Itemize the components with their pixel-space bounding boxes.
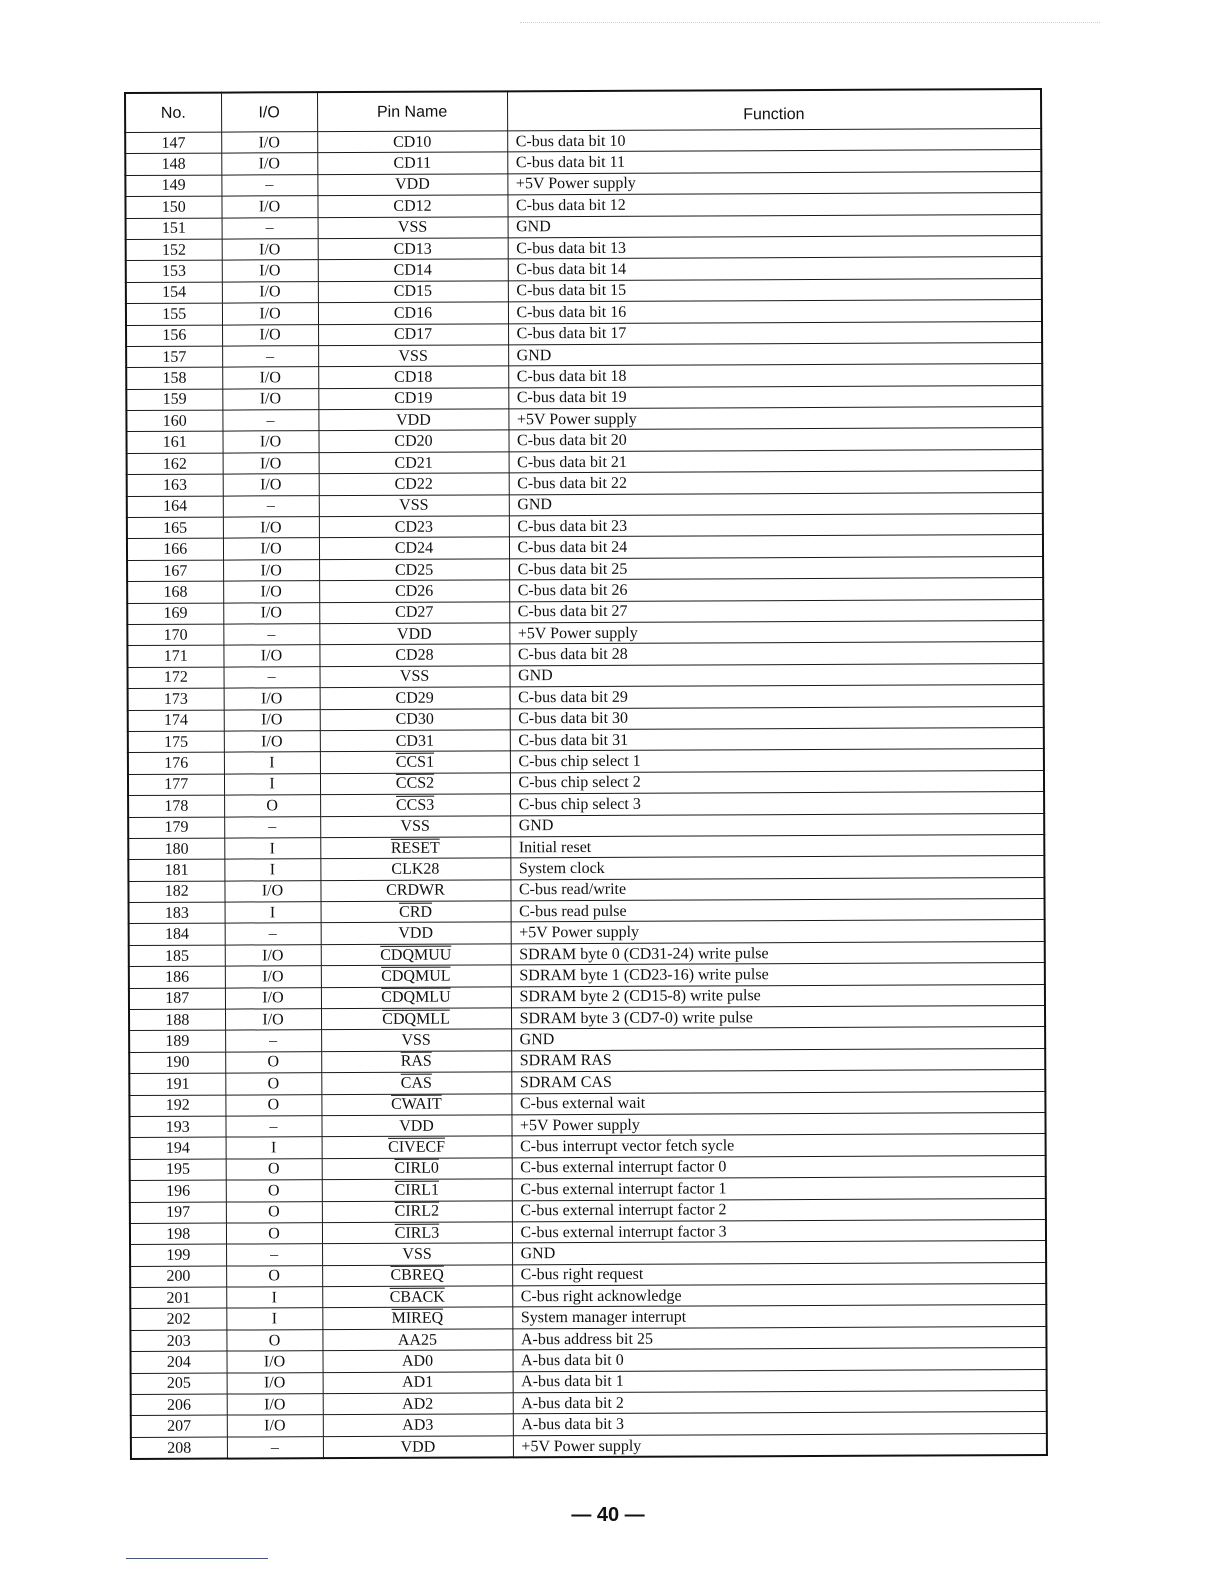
io-direction-cell: I/O	[227, 1394, 323, 1416]
pin-name-cell: CD27	[319, 601, 509, 623]
pin-number-cell: 186	[129, 966, 225, 988]
pin-number-cell: 168	[127, 581, 223, 603]
pin-name-cell: AD2	[323, 1393, 513, 1415]
io-direction-cell: –	[225, 1116, 321, 1138]
io-direction-cell: I/O	[223, 645, 319, 667]
function-cell: A-bus data bit 2	[513, 1391, 1047, 1415]
pin-number-cell: 199	[130, 1244, 226, 1266]
pin-number-cell: 190	[129, 1052, 225, 1074]
pin-name-cell: VSS	[319, 494, 509, 516]
io-direction-cell: I/O	[222, 388, 318, 410]
io-direction-cell: I	[224, 859, 320, 881]
pin-number-cell: 198	[130, 1223, 226, 1245]
io-direction-cell: I/O	[224, 709, 320, 731]
pin-name-cell: VSS	[322, 1243, 512, 1265]
footer-rule	[126, 1558, 268, 1559]
pin-number-cell: 192	[129, 1095, 225, 1117]
pin-name-cell: CDQMUU	[321, 944, 511, 966]
pin-number-cell: 162	[127, 453, 223, 475]
pin-number-cell: 176	[128, 752, 224, 774]
pin-number-cell: 200	[130, 1266, 226, 1288]
io-direction-cell: I/O	[222, 239, 318, 261]
pin-number-cell: 203	[130, 1330, 226, 1352]
io-direction-cell: I/O	[223, 581, 319, 603]
function-cell: SDRAM byte 3 (CD7-0) write pulse	[511, 1006, 1045, 1030]
pin-name-cell: CIRL2	[322, 1200, 512, 1222]
io-direction-cell: I/O	[222, 367, 318, 389]
pin-number-cell: 154	[126, 282, 222, 304]
io-direction-cell: I/O	[223, 538, 319, 560]
function-cell: C-bus external interrupt factor 3	[512, 1219, 1046, 1243]
pin-name-cell: CBREQ	[322, 1265, 512, 1287]
pin-name-cell: CRDWR	[320, 879, 510, 901]
io-direction-cell: I	[224, 773, 320, 795]
io-direction-cell: I/O	[223, 602, 319, 624]
pin-number-cell: 205	[131, 1373, 227, 1395]
function-cell: C-bus data bit 24	[509, 535, 1043, 559]
pin-number-cell: 183	[129, 902, 225, 924]
pin-name-cell: VSS	[320, 815, 510, 837]
function-cell: GND	[510, 663, 1044, 687]
io-direction-cell: I/O	[224, 731, 320, 753]
pin-number-cell: 191	[129, 1073, 225, 1095]
function-cell: C-bus right request	[512, 1262, 1046, 1286]
pin-number-cell: 171	[127, 645, 223, 667]
pin-number-cell: 180	[128, 838, 224, 860]
io-direction-cell: O	[226, 1223, 322, 1245]
pin-number-cell: 207	[131, 1416, 227, 1438]
function-cell: System manager interrupt	[512, 1305, 1046, 1329]
pin-number-cell: 164	[127, 496, 223, 518]
io-direction-cell: –	[225, 1030, 321, 1052]
pin-number-cell: 208	[131, 1437, 227, 1459]
io-direction-cell: I	[224, 838, 320, 860]
io-direction-cell: I/O	[222, 281, 318, 303]
pin-name-cell: CDQMLL	[321, 1008, 511, 1030]
io-direction-cell: –	[225, 923, 321, 945]
function-cell: C-bus data bit 15	[508, 278, 1042, 302]
pin-name-cell: CD30	[320, 708, 510, 730]
pin-number-cell: 151	[126, 218, 222, 240]
pin-name-cell: CD28	[319, 644, 509, 666]
function-cell: SDRAM RAS	[511, 1048, 1045, 1072]
pin-name-cell: CD17	[318, 323, 508, 345]
io-direction-cell: I/O	[225, 966, 321, 988]
pin-number-cell: 173	[128, 688, 224, 710]
function-cell: C-bus data bit 21	[509, 449, 1043, 473]
function-cell: C-bus data bit 22	[509, 471, 1043, 495]
pin-name-cell: VSS	[318, 216, 508, 238]
function-cell: C-bus interrupt vector fetch sycle	[512, 1134, 1046, 1158]
io-direction-cell: O	[226, 1330, 322, 1352]
function-cell: GND	[508, 342, 1042, 366]
function-cell: C-bus read pulse	[511, 899, 1045, 923]
pin-name-cell: CCS3	[320, 794, 510, 816]
pin-name-cell: VDD	[323, 1436, 513, 1459]
function-cell: A-bus address bit 25	[512, 1326, 1046, 1350]
pin-number-cell: 163	[127, 474, 223, 496]
pin-name-cell: VDD	[317, 174, 507, 196]
function-cell: SDRAM byte 0 (CD31-24) write pulse	[511, 941, 1045, 965]
io-direction-cell: I/O	[221, 196, 317, 218]
pin-name-cell: MIREQ	[322, 1307, 512, 1329]
function-cell: C-bus data bit 25	[509, 556, 1043, 580]
pin-number-cell: 160	[126, 410, 222, 432]
io-direction-cell: O	[226, 1180, 322, 1202]
io-direction-cell: I/O	[224, 688, 320, 710]
io-direction-cell: I	[226, 1137, 322, 1159]
function-cell: C-bus chip select 1	[510, 749, 1044, 773]
pin-name-cell: CDQMUL	[321, 965, 511, 987]
io-direction-cell: O	[226, 1265, 322, 1287]
function-cell: C-bus read/write	[510, 877, 1044, 901]
function-cell: C-bus data bit 28	[509, 642, 1043, 666]
function-cell: C-bus data bit 17	[508, 321, 1042, 345]
function-cell: C-bus data bit 29	[510, 685, 1044, 709]
function-cell: A-bus data bit 3	[513, 1412, 1047, 1436]
function-cell: SDRAM byte 2 (CD15-8) write pulse	[511, 984, 1045, 1008]
io-direction-cell: O	[225, 1094, 321, 1116]
function-cell: GND	[510, 813, 1044, 837]
io-direction-cell: –	[223, 495, 319, 517]
pin-table	[124, 88, 1048, 1460]
pin-number-cell: 181	[128, 859, 224, 881]
pin-name-cell: CD11	[317, 152, 507, 174]
io-direction-cell: –	[222, 410, 318, 432]
pin-number-cell: 193	[129, 1116, 225, 1138]
function-cell: C-bus external interrupt factor 1	[512, 1177, 1046, 1201]
pin-number-cell: 149	[125, 175, 221, 197]
function-cell: C-bus data bit 23	[509, 514, 1043, 538]
io-direction-cell: I/O	[222, 431, 318, 453]
function-cell: GND	[508, 214, 1042, 238]
pin-name-cell: CIRL1	[322, 1179, 512, 1201]
pin-number-cell: 152	[126, 239, 222, 261]
function-cell: C-bus data bit 11	[507, 150, 1041, 174]
io-direction-cell: I/O	[223, 559, 319, 581]
function-cell: C-bus data bit 16	[508, 300, 1042, 324]
io-direction-cell: I/O	[221, 153, 317, 175]
pin-number-cell: 158	[126, 367, 222, 389]
pin-number-cell: 161	[126, 432, 222, 454]
pin-name-cell: CD23	[319, 516, 509, 538]
function-cell: C-bus data bit 10	[507, 128, 1041, 152]
io-direction-cell: –	[226, 1244, 322, 1266]
io-direction-cell: I/O	[222, 260, 318, 282]
function-cell: C-bus chip select 3	[510, 792, 1044, 816]
pin-number-cell: 202	[130, 1309, 226, 1331]
function-cell: C-bus data bit 18	[508, 364, 1042, 388]
pin-name-cell: CD26	[319, 580, 509, 602]
pin-number-cell: 177	[128, 774, 224, 796]
function-cell: +5V Power supply	[511, 920, 1045, 944]
function-cell: +5V Power supply	[513, 1433, 1047, 1457]
pin-name-cell: CD16	[318, 302, 508, 324]
io-direction-cell: O	[225, 1051, 321, 1073]
scan-artifact-line	[520, 22, 1100, 23]
pin-number-cell: 201	[130, 1287, 226, 1309]
pin-name-cell: CD24	[319, 537, 509, 559]
pin-number-cell: 187	[129, 988, 225, 1010]
pin-number-cell: 157	[126, 346, 222, 368]
io-direction-cell: I/O	[221, 132, 317, 154]
pin-number-cell: 185	[129, 945, 225, 967]
page-number: — 40 —	[571, 1504, 645, 1526]
pin-number-cell: 182	[128, 881, 224, 903]
function-cell: C-bus data bit 20	[508, 428, 1042, 452]
io-direction-cell: I	[226, 1308, 322, 1330]
io-direction-cell: I/O	[227, 1372, 323, 1394]
pin-name-cell: CIRL3	[322, 1222, 512, 1244]
pin-number-cell: 178	[128, 795, 224, 817]
pin-name-cell: VDD	[321, 922, 511, 944]
header-function: Function	[507, 89, 1041, 131]
pin-name-cell: CD21	[319, 452, 509, 474]
pin-name-cell: CD22	[319, 473, 509, 495]
pin-name-cell: CIVECF	[322, 1136, 512, 1158]
function-cell: +5V Power supply	[508, 407, 1042, 431]
io-direction-cell: –	[224, 816, 320, 838]
io-direction-cell: I	[224, 752, 320, 774]
pin-name-cell: CD10	[317, 131, 507, 153]
function-cell: +5V Power supply	[507, 171, 1041, 195]
pin-name-cell: CWAIT	[321, 1093, 511, 1115]
function-cell: C-bus data bit 31	[510, 727, 1044, 751]
pin-number-cell: 189	[129, 1030, 225, 1052]
pin-name-cell: CCS2	[320, 773, 510, 795]
pin-number-cell: 196	[130, 1180, 226, 1202]
pin-name-cell: CD18	[318, 366, 508, 388]
function-cell: C-bus external wait	[511, 1091, 1045, 1115]
io-direction-cell: I/O	[227, 1415, 323, 1437]
pin-number-cell: 167	[127, 560, 223, 582]
pin-name-cell: AD3	[323, 1414, 513, 1436]
pin-number-cell: 150	[125, 196, 221, 218]
pin-number-cell: 159	[126, 389, 222, 411]
pin-name-cell: CD19	[318, 388, 508, 410]
pin-name-cell: VDD	[321, 1115, 511, 1137]
io-direction-cell: I/O	[224, 880, 320, 902]
function-cell: System clock	[510, 856, 1044, 880]
pin-name-cell: CBACK	[322, 1286, 512, 1308]
pin-name-cell: RESET	[320, 837, 510, 859]
function-cell: Initial reset	[510, 834, 1044, 858]
function-cell: C-bus data bit 26	[509, 578, 1043, 602]
pin-number-cell: 188	[129, 1009, 225, 1031]
io-direction-cell: –	[227, 1436, 323, 1458]
function-cell: C-bus data bit 30	[510, 706, 1044, 730]
pin-table-body	[125, 128, 1047, 1459]
pin-name-cell: $\overline{CAS}$	[321, 1072, 511, 1094]
io-direction-cell: –	[221, 174, 317, 196]
function-cell: C-bus external interrupt factor 0	[512, 1155, 1046, 1179]
io-direction-cell: I/O	[222, 324, 318, 346]
io-direction-cell: I	[226, 1287, 322, 1309]
io-direction-cell: I/O	[223, 517, 319, 539]
io-direction-cell: I/O	[223, 474, 319, 496]
pin-name-cell: CD13	[318, 238, 508, 260]
pin-name-cell: CIRL0	[322, 1158, 512, 1180]
pin-number-cell: 165	[127, 517, 223, 539]
io-direction-cell: O	[226, 1201, 322, 1223]
pin-name-cell: VSS	[320, 666, 510, 688]
pin-name-cell: CD25	[319, 559, 509, 581]
io-direction-cell: –	[222, 346, 318, 368]
io-direction-cell: I/O	[226, 1351, 322, 1373]
pin-name-cell: VSS	[321, 1029, 511, 1051]
pin-name-cell: CD14	[318, 259, 508, 281]
io-direction-cell: O	[224, 795, 320, 817]
function-cell: C-bus external interrupt factor 2	[512, 1198, 1046, 1222]
io-direction-cell: I/O	[222, 303, 318, 325]
pin-number-cell: 166	[127, 538, 223, 560]
function-cell: C-bus data bit 12	[507, 193, 1041, 217]
pin-number-cell: 195	[130, 1159, 226, 1181]
function-cell: C-bus chip select 2	[510, 770, 1044, 794]
function-cell: +5V Power supply	[511, 1112, 1045, 1136]
pin-number-cell: 204	[130, 1351, 226, 1373]
pin-number-cell: 174	[128, 710, 224, 732]
header-no: No.	[125, 93, 221, 133]
pin-number-cell: 147	[125, 132, 221, 154]
function-cell: C-bus right acknowledge	[512, 1284, 1046, 1308]
pin-number-cell: 170	[127, 624, 223, 646]
pin-number-cell: 175	[128, 731, 224, 753]
function-cell: +5V Power supply	[509, 620, 1043, 644]
pin-name-cell: AA25	[322, 1329, 512, 1351]
function-cell: GND	[512, 1241, 1046, 1265]
io-direction-cell: –	[223, 624, 319, 646]
pin-name-cell: VDD	[318, 409, 508, 431]
io-direction-cell: –	[224, 666, 320, 688]
pin-name-cell: AD0	[322, 1350, 512, 1372]
pin-number-cell: 156	[126, 325, 222, 347]
pin-name-cell: VSS	[318, 345, 508, 367]
pin-number-cell: 197	[130, 1202, 226, 1224]
table-header-row	[125, 89, 1041, 132]
pin-number-cell: 184	[129, 924, 225, 946]
function-cell: SDRAM CAS	[511, 1070, 1045, 1094]
function-cell: SDRAM byte 1 (CD23-16) write pulse	[511, 963, 1045, 987]
function-cell: C-bus data bit 19	[508, 385, 1042, 409]
pin-name-cell: AD1	[323, 1371, 513, 1393]
pin-number-cell: 155	[126, 303, 222, 325]
pin-name-cell: CD12	[317, 195, 507, 217]
pin-name-cell: CD31	[320, 730, 510, 752]
pin-name-cell: CD20	[318, 430, 508, 452]
pin-name-cell: $\overline{RAS}$	[321, 1051, 511, 1073]
function-cell: C-bus data bit 14	[508, 257, 1042, 281]
function-cell: C-bus data bit 13	[508, 235, 1042, 259]
pin-number-cell: 194	[130, 1137, 226, 1159]
function-cell: GND	[511, 1027, 1045, 1051]
pin-name-cell: CLK28	[320, 858, 510, 880]
pin-name-cell: CD15	[318, 281, 508, 303]
io-direction-cell: I/O	[225, 987, 321, 1009]
pin-name-cell: CDQMLU	[321, 986, 511, 1008]
header-io: I/O	[221, 92, 317, 132]
pin-name-cell: $\overline{CRD}$	[321, 901, 511, 923]
pin-name-cell: VDD	[319, 623, 509, 645]
io-direction-cell: –	[222, 217, 318, 239]
io-direction-cell: I/O	[225, 1009, 321, 1031]
function-cell: C-bus data bit 27	[509, 599, 1043, 623]
function-cell: GND	[509, 492, 1043, 516]
pin-number-cell: 206	[131, 1394, 227, 1416]
table-row	[131, 1433, 1047, 1459]
pin-name-cell: CD29	[320, 687, 510, 709]
function-cell: A-bus data bit 0	[512, 1348, 1046, 1372]
io-direction-cell: I/O	[223, 453, 319, 475]
pin-number-cell: 172	[128, 667, 224, 689]
pin-number-cell: 169	[127, 603, 223, 625]
io-direction-cell: O	[226, 1158, 322, 1180]
io-direction-cell: O	[225, 1073, 321, 1095]
header-pin-name: Pin Name	[317, 91, 507, 131]
function-cell: A-bus data bit 1	[513, 1369, 1047, 1393]
pin-number-cell: 179	[128, 817, 224, 839]
pin-number-cell: 153	[126, 260, 222, 282]
io-direction-cell: I/O	[225, 944, 321, 966]
pin-number-cell: 148	[125, 153, 221, 175]
io-direction-cell: I	[225, 902, 321, 924]
pin-name-cell: CCS1	[320, 751, 510, 773]
